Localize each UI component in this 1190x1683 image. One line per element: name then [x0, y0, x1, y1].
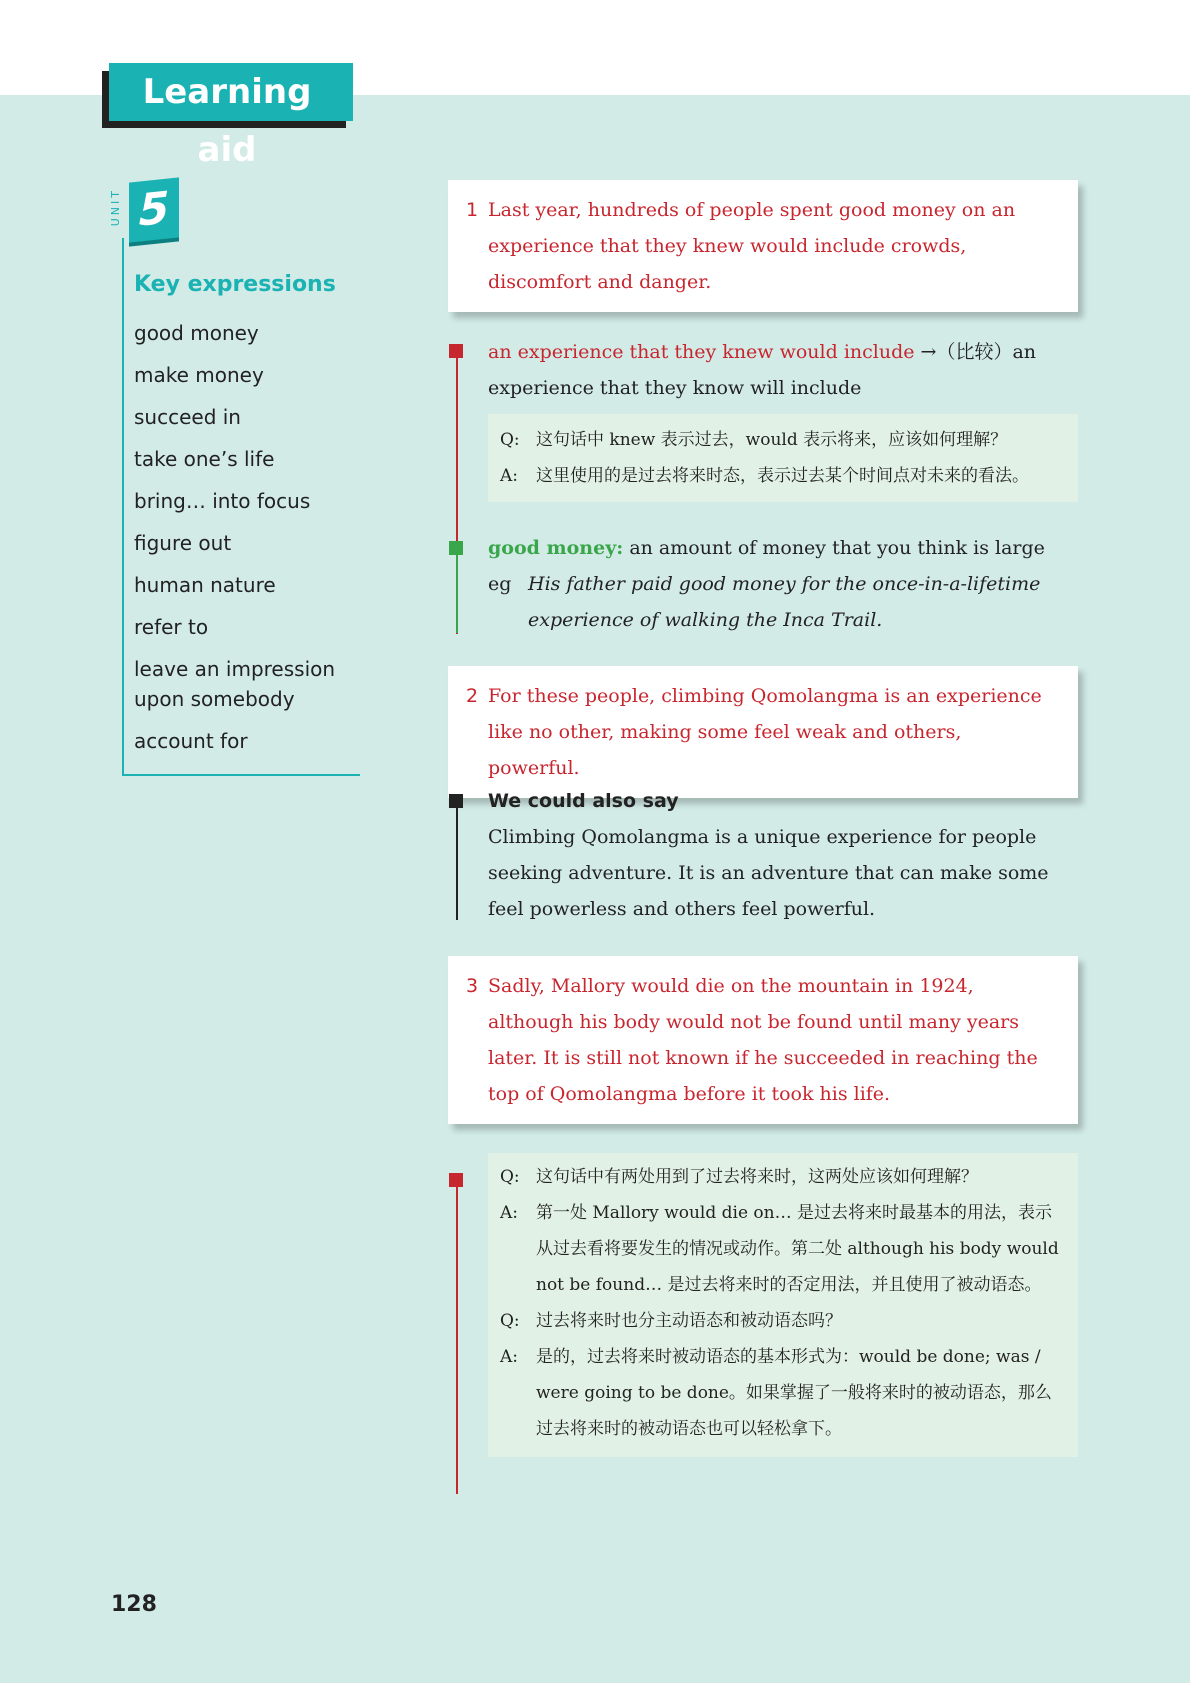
green-square-marker: [449, 541, 463, 555]
sentence-card-3: [448, 956, 1078, 1124]
list-item: make money: [134, 363, 264, 387]
red-vertical-line: [456, 1187, 458, 1494]
sentence-card-1: [448, 180, 1078, 312]
green-vertical-line: [456, 555, 458, 633]
unit-number-badge: 5: [129, 177, 179, 242]
note-3: We could also say Climbing Qomolangma is a unique experience for people seeking adventure. It is an adventure that can make some feel powerless and others feel powerful.: [488, 790, 1049, 920]
black-vertical-line: [456, 808, 458, 920]
sentence-text: Last year, hundreds of people spent good money on an experience that they knew would include crowds, discomfort and danger.: [488, 199, 1016, 293]
red-square-marker: [449, 344, 463, 358]
sentence-card-2: [448, 666, 1078, 798]
key-expressions-title: Key expressions: [134, 272, 336, 297]
red-square-marker: [449, 1173, 463, 1187]
qa-box-2: Q: 这句话中有两处用到了过去将来时，这两处应该如何理解？ A: 第一处 Mallory would die on… 是过去将来时最基本的用法，表示从过去看将要发生的情况或动作。第二处 although his body would not be found… 是过去将来时的否定用法，并且使用了被动语态。 Q: 过去将来时也分主动语态和被动语态吗？ A: 是的，过去将来时被动语态的基本形式为：would be done; was / were going to be done。如果掌握了一般将来时的被动语态，那么过去将来时的被动语态也可以轻松拿下。: [488, 1153, 1078, 1457]
sidebar-bottom-border: [122, 774, 360, 776]
sentence-text: For these people, climbing Qomolangma is an experience like no other, making some feel weak and others, powerful.: [488, 685, 1042, 779]
list-item: succeed in: [134, 405, 241, 429]
sentence-number: 3: [466, 975, 479, 997]
black-square-marker: [449, 794, 463, 808]
unit-label: UNIT: [109, 188, 122, 227]
sentence-number: 1: [466, 199, 479, 221]
header-tag: Learning aid: [109, 63, 353, 121]
list-item: account for: [134, 729, 248, 753]
list-item: good money: [134, 321, 259, 345]
sentence-text: Sadly, Mallory would die on the mountain in 1924, although his body would not be found until many years later. It is still not known if he succeeded in reaching the top of Qomolangma before it took his life.: [488, 975, 1038, 1105]
list-item: human nature: [134, 573, 276, 597]
sentence-number: 2: [466, 685, 479, 707]
key-expressions-list: [134, 318, 364, 768]
list-item: take one’s life: [134, 447, 275, 471]
note-1: an experience that they knew would include →（比较）an experience that they know will include: [488, 341, 1037, 399]
note-2: good money: an amount of money that you think is large eg His father paid good money for the once-in-a-lifetime experience of walking the Inca Trail.: [488, 537, 1045, 631]
page-number: 128: [111, 1592, 157, 1617]
list-item: refer to: [134, 615, 209, 639]
list-item: figure out: [134, 531, 232, 555]
list-item: leave an impression upon somebody: [134, 657, 336, 711]
sidebar-border: [122, 238, 124, 776]
qa-box-1: Q: 这句话中 knew 表示过去，would 表示将来，应该如何理解？ A: 这里使用的是过去将来时态，表示过去某个时间点对未来的看法。: [488, 414, 1078, 502]
list-item: bring… into focus: [134, 489, 311, 513]
